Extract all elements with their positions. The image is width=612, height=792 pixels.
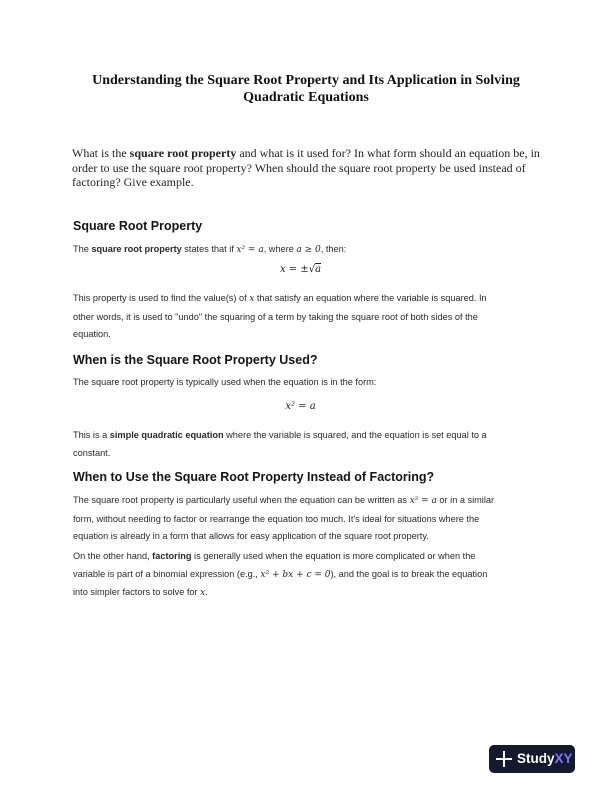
s3-p2-var: x	[200, 588, 206, 598]
heading-when-used: When is the Square Root Property Used?	[73, 353, 318, 367]
heading-square-root-property: Square Root Property	[73, 219, 203, 233]
question-post: and what is it used for? In what form should an equation be, in order to use the square root property? When should the square root property be used instead of factoring? Give example.	[72, 146, 540, 189]
question-bold: square root property	[129, 146, 237, 160]
s3-paragraph-2	[73, 548, 503, 603]
studyxy-badge[interactable]	[489, 745, 575, 773]
s3-p2-eq: x² + bx + c = 0	[260, 569, 331, 580]
heading-instead-of-factoring: When to Use the Square Root Property Instead of Factoring?	[73, 470, 435, 484]
s3-p2-mid2: ), and the goal is to break the equation into simpler factors to solve for	[73, 568, 488, 597]
brand-main: Study	[517, 751, 555, 766]
s2-intro: The square root property is typically used when the equation is in the form:	[73, 377, 377, 387]
s1-intro-mid: states that if	[181, 244, 237, 254]
s3-p2-bold: factoring	[152, 551, 192, 561]
s3-p1-pre: The square root property is particularly useful when the equation can be written as	[73, 495, 410, 505]
s3-p2-pre: On the other hand,	[73, 551, 153, 561]
s1-intro-pre: The	[73, 244, 92, 254]
brand-accent: XY	[554, 751, 573, 766]
s3-p2-mid: is generally used when the equation is more complicated or when the variable is part of a binomial expression (e.g.,	[73, 551, 476, 579]
eq-radicand: a	[315, 264, 322, 275]
s1-body	[73, 290, 503, 344]
s1-cond1: x² = a	[236, 245, 264, 255]
equation-x-pm-sqrt-a	[73, 264, 528, 275]
eq-lhs: x = ±	[279, 264, 309, 275]
s3-paragraph-1	[73, 492, 503, 546]
s1-body-var: x	[249, 294, 255, 304]
s3-p1-post: or in a similar form, without needing to factor or rearrange the equation too much. It's ideal for situations where the equation is already in a form that allows for easy application of the square root property.	[73, 495, 495, 541]
s2-body-bold: simple quadratic equation	[109, 430, 224, 440]
s1-intro	[73, 241, 503, 260]
plus-icon	[496, 750, 512, 768]
document-title: Understanding the Square Root Property and Its Application in Solving Quadratic Equations	[92, 73, 520, 105]
question-pre: What is the	[72, 146, 130, 160]
s3-p1-eq: x² = a	[409, 496, 437, 506]
s1-cond2: a ≥ 0	[296, 245, 321, 255]
question-text	[72, 146, 546, 190]
equation-x2-eq-a: x² = a	[285, 401, 316, 412]
s2-body-pre: This is a	[73, 430, 110, 440]
s3-p2-end: .	[205, 587, 208, 597]
s1-intro-where: , where	[263, 244, 297, 254]
s1-intro-bold: square root property	[91, 244, 182, 254]
sqrt-icon: √	[308, 264, 316, 275]
s1-body-pre: This property is used to find the value(s) of	[73, 293, 250, 303]
s2-body	[73, 427, 503, 462]
brand-logo	[517, 751, 573, 766]
s1-intro-post: , then:	[320, 244, 347, 254]
s1-body-post: that satisfy an equation where the variable is squared. In other words, it is used to "undo" the squaring of a term by taking the square root of both sides of the equation.	[73, 293, 487, 339]
s2-body-post: where the variable is squared, and the equation is set equal to a constant.	[73, 430, 487, 458]
